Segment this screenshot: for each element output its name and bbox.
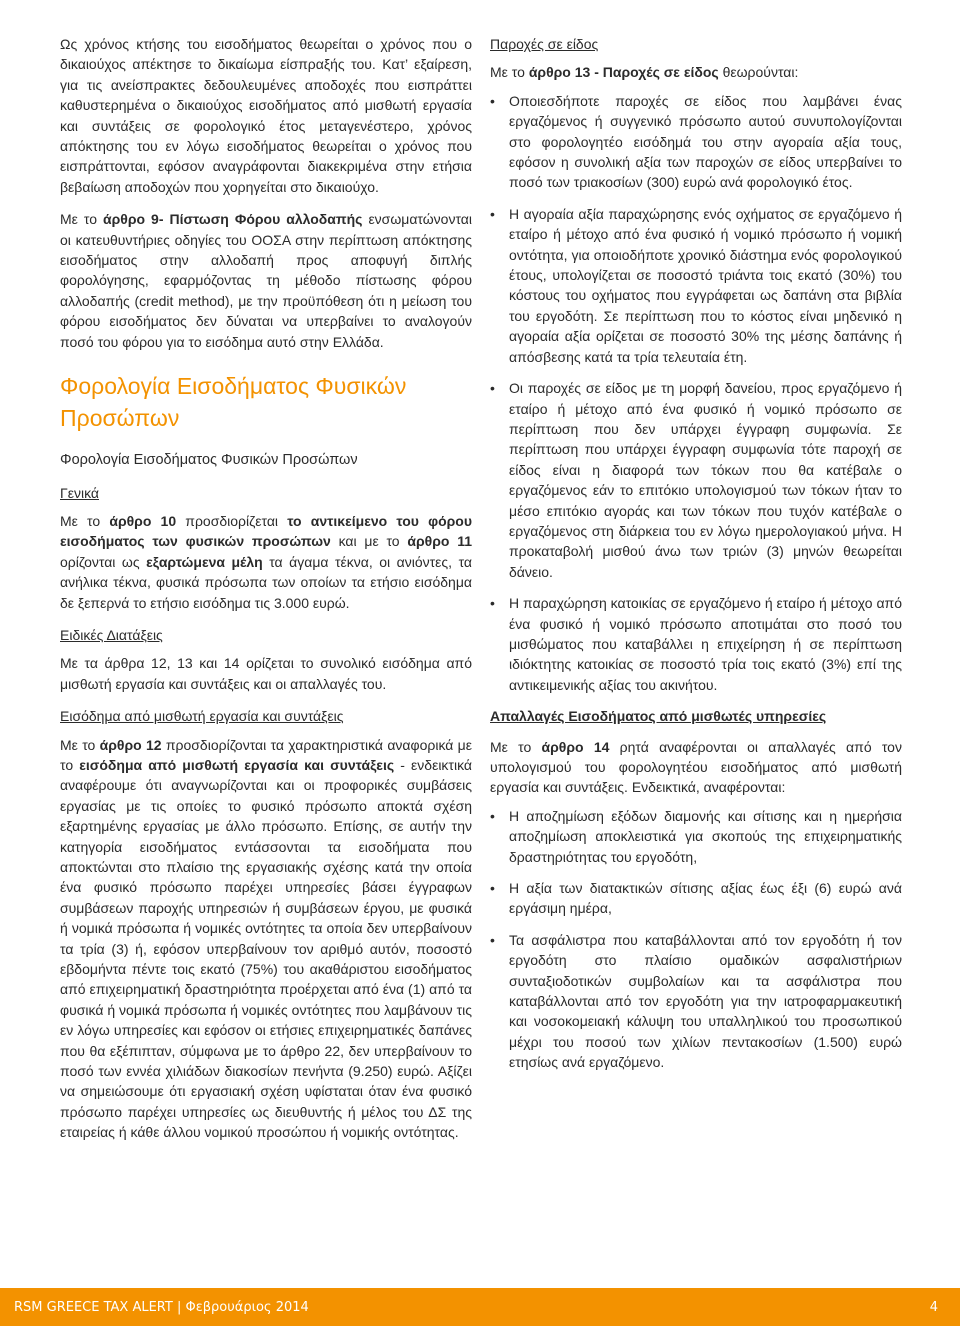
articles-10-11-paragraph: Με το άρθρο 10 προσδιορίζεται το αντικείμενο του φόρου εισοδήματος των φυσικών προσώπων και με το άρθρο 11 ορίζονται ως εξαρτώμενα μέλη τα άγαμα τέκνα, οι ανιόντες, τα ανήλικα τέκνα, φυσικά πρόσωπα των οποίων τα ετήσιο εισόδημα δε ξεπερνά το ετήσιο εισόδημα τις 3.000 ευρώ. [60, 512, 472, 611]
bullet-icon: • [490, 92, 495, 109]
benefits-list [490, 91, 902, 695]
acquisition-time-paragraph: Ως χρόνος κτήσης του εισοδήματος θεωρείται ο χρόνος που ο δικαιούχος απέκτησε το δικαίωμα είσπραξής του. Κατ’ εξαίρεση, για τις ανείσπρακτες δεδουλευμένες αποδοχές που εισπράττει καθυστερημένα ο δικαιούχος εισοδήματος από μισθωτή εργασία και συντάξεις σε φορολογικό έτος μεταγενέστερο, χρόνος απόκτησης του εν λόγω εισοδήματος θεωρείται ο χρόνος που εισπράττονται, εφόσον αναγράφονται διακεκριμένα στην ετήσια βεβαίωση αποδοχών που χορηγείται στο δικαιούχο. [60, 36, 472, 195]
exemptions-title: Απαλλαγές Εισοδήματος από μισθωτές υπηρεσίες [490, 708, 827, 725]
list-item: • Τα ασφάλιστρα που καταβάλλονται από τον εργοδότη ή τον εργοδότη στο πλαίσιο ομαδικών ασφαλιστήριων συνταξιοδοτικών συμβολαίων και τα ασφάλιστρα που καταβάλλονται από τον εργοδότη για την ιατροφαρμακευτική και νοσοκομειακή κάλυψη του υπαλληλικού του προσωπικού μέχρι του ποσού των χιλίων πεντακοσίων (1.500) ευρώ ετησίως ανά εργαζόμενο. [490, 931, 902, 1071]
special-provisions-title: Ειδικές Διατάξεις [60, 626, 163, 643]
bullet-icon: • [490, 807, 495, 824]
list-item: • Η παραχώρηση κατοικίας σε εργαζόμενο ή εταίρο ή μέτοχο από ένα φυσικό ή νομικό πρόσωπο αποτιμάται στο ποσό του μισθώματος που καταβάλλει η επιχείρηση ή σε περίπτωση ιδιόκτητης κατοικίας σε ποσοστό τρία τοις εκατό (3%) επί της αντικειμενικής αξίας του ακινήτου. [490, 595, 902, 693]
section-heading: Φορολογία Εισοδήματος Φυσικών Προσώπων [60, 373, 407, 432]
bullet-icon: • [490, 205, 495, 222]
list-item: • Η αποζημίωση εξόδων διαμονής και σίτισης και η ημερήσια αποζημίωση αποκλειστικά για σκοπούς της επιχειρηματικής δραστηριότητας του εργοδότη, [490, 807, 902, 865]
bullet-icon: • [490, 595, 495, 612]
footer-publication-label: RSM GREECE TAX ALERT | Φεβρουάριος 2014 [14, 1300, 309, 1315]
section-subheading: Φορολογία Εισοδήματος Φυσικών Προσώπων [60, 452, 358, 469]
right-column [490, 34, 902, 1084]
benefits-in-kind-title: Παροχές σε είδος [490, 36, 599, 52]
article-13-intro: Με το άρθρο 13 - Παροχές σε είδος θεωρούνται: [490, 64, 799, 81]
article-12-paragraph: Με το άρθρο 12 προσδιορίζονται τα χαρακτηριστικά αναφορικά με το εισόδημα από μισθωτή εργασία και συντάξεις - ενδεικτικά αναφέρουμε ότι αναγνωρίζονται και οι προφορικές συμβάσεις εργασίας με τις οποίες το φυσικό πρόσωπο αποκτά σχέση εξαρτημένης εργασίας με άλλο πρόσωπο. Επίσης, σε αυτήν την κατηγορία εισοδήματος εντάσσονται τα εισοδήματα που αποκτώνται στο πλαίσιο της εργασιακής σχέσης κατά την οποία ένα φυσικό πρόσωπο παρέχει υπηρεσίες βάσει έγγραφων συμβάσεων παροχής υπηρεσιών ή συμβάσεων έργου, με φυσικά ή νομικά πρόσωπα ή νομικές οντότητες τα οποία δεν υπερβαίνουν τα τρία (3) ή, εφόσον υπερβαίνουν τον αριθμό αυτόν, ποσοστό εβδομήντα πέντε τοις εκατό (75%) του ακαθάριστου εισοδήματος από επιχειρηματική δραστηριότητα προέρχεται από ένα (1) από τα φυσικά ή νομικά πρόσωπα ή νομικές οντότητες που λαμβάνουν τις εν λόγω υπηρεσίες και εφόσον οι ετήσιες επιχειρηματικές δαπάνες που θα εξέπιπταν, σύμφωνα με το άρθρο 22, δεν υπερβαίνουν το ποσό των εννέα χιλιάδων διακοσίων πενήντα (9.250) ευρώ. Αξίζει να σημειώσουμε ότι εργασιακή σχέση υφίσταται όταν ένα φυσικό πρόσωπο παρέχει υπηρεσίες ως διευθυντής ή μέλος του ΔΣ της εταιρείας ή κάθε άλλου νομικού προσώπου ή νομικής οντότητας. [60, 736, 472, 1141]
exemptions-list [490, 806, 902, 1073]
list-item: • Η αγοραία αξία παραχώρησης ενός οχήματος σε εργαζόμενο ή εταίρο ή μέτοχο από ένα φυσικό ή νομικό πρόσωπο ή νομική οντότητα, για οποιοδήποτε χρονικό διάστημα ενός φορολογικού έτους, υπολογίζεται σε ποσοστό τριάντα τοις εκατό (30%) του κόστους του οχήματος που εγγράφεται ως δαπάνη στα βιβλία του εργοδότη. Σε περίπτωση που το κόστος είναι μηδενικό η αγοραία αξία ορίζεται σε ποσοστό 30% της μέσης δαπάνης ή απόσβεσης κατά τα τρία τελευταία έτη. [490, 205, 902, 365]
bullet-icon: • [490, 880, 495, 897]
list-item: • Οποιεσδήποτε παροχές σε είδος που λαμβάνει ένας εργαζόμενος ή συγγενικό πρόσωπο αυτού συνυπολογίζονται στο φορολογητέο εισόδημά του στην αγοραία αξία τους, εφόσον η συνολική αξία των παροχών σε είδος υπερβαίνει το ποσό των τριακοσίων (300) ευρώ ανά φορολογικό έτος. [490, 92, 902, 191]
salary-income-title: Εισόδημα από μισθωτή εργασία και συντάξεις [60, 708, 344, 725]
bullet-icon: • [490, 380, 495, 397]
article-9-paragraph: Με το άρθρο 9- Πίστωση Φόρου αλλοδαπής ενσωματώνονται οι κατευθυντήριες οδηγίες του ΟΟΣΑ στην περίπτωση απόκτησης εισοδήματος στην αλλοδαπή προς αποφυγή διπλής φορολόγησης, εφαρμόζοντας τη μέθοδο πίστωσης φόρου αλλοδαπής (credit method), με την προϋπόθεση ότι η μείωση του φόρου εισοδήματος δεν δύναται να υπερβαίνει το αναλογούν ποσό του φόρου για το εισόδημα αυτό στην Ελλάδα. [60, 211, 472, 350]
list-item: • Οι παροχές σε είδος με τη μορφή δανείου, προς εργαζόμενο ή εταίρο ή μέτοχο από ένα φυσικό ή νομικό πρόσωπο σε περίπτωση που δεν υπάρχει έγγραφη συμφωνία. Σε περίπτωση που υπάρχει έγγραφη συμφωνία τότε παροχή σε είδος είναι η διαφορά των τόκων που θα κατέβαλε ο εργαζόμενος εάν το επιτόκιο υπολογισμού των τόκων ήταν το μέσο επιτόκιο αγοράς και των τόκων που τυχόν κατέβαλε ο εργαζόμενος στη διάρκεια του εν λόγω ημερολογιακού μήνα. Η προκαταβολή μισθού άνω των τριών (3) μηνών θεωρείται δάνειο. [490, 380, 902, 580]
special-provisions-paragraph: Με τα άρθρα 12, 13 και 14 ορίζεται το συνολικό εισόδημα από μισθωτή εργασία και συντάξεις και οι απαλλαγές του. [60, 655, 472, 692]
list-item: • Η αξία των διατακτικών σίτισης αξίας έως έξι (6) ευρώ ανά εργάσιμη ημέρα, [490, 880, 902, 917]
article-14-intro: Με το άρθρο 14 ρητά αναφέρονται οι απαλλαγές από τον υπολογισμού του φορολογητέου εισοδήματος από μισθωτή εργασία και συντάξεις. Ενδεικτικά, αναφέρονται: [490, 738, 902, 796]
bullet-icon: • [490, 931, 495, 948]
article-9-title: άρθρο 9- Πίστωση Φόρου αλλοδαπής [103, 211, 363, 228]
page-number: 4 [929, 1300, 938, 1315]
general-title: Γενικά [60, 484, 99, 501]
left-column [60, 34, 472, 1143]
footer-bar [0, 1288, 960, 1326]
